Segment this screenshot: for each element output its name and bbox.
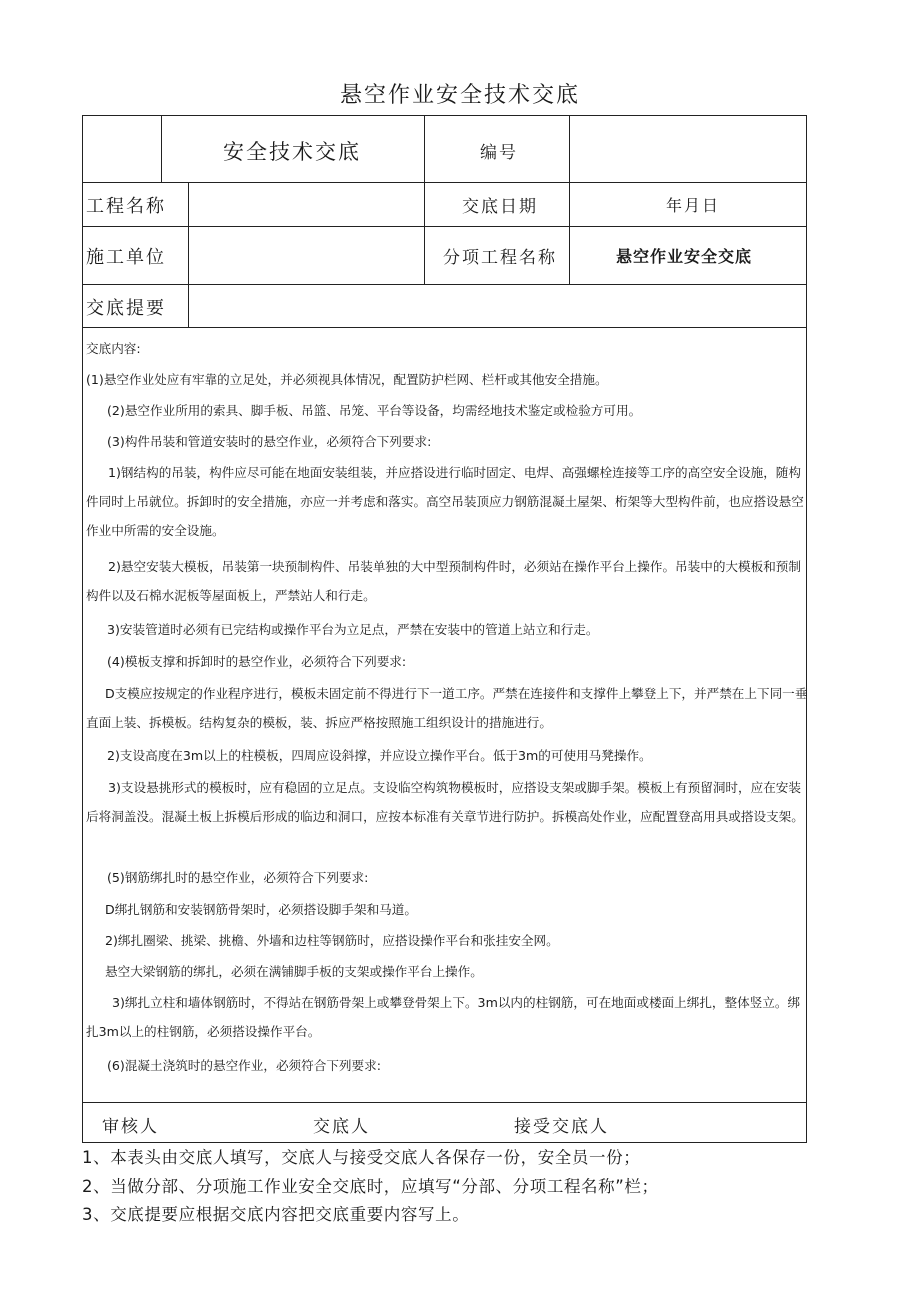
content-line: 悬空大梁钢筋的绑扎，必须在满铺脚手板的支架或操作平台上操作。 [105,964,483,979]
disclosure-table [82,115,807,1143]
content-line: (1)悬空作业处应有牢靠的立足处，并必须视具体情况，配置防护栏网、栏杆或其他安全措施。 [86,372,608,387]
doc-type-label: 安全技术交底 [223,140,361,164]
date-label: 交底日期 [462,197,538,217]
project-name-label: 工程名称 [86,196,166,217]
row-divider [83,284,806,285]
document-title: 悬空作业安全技术交底 [339,83,580,108]
col-divider [569,116,570,284]
footnote: 2、当做分部、分项施工作业安全交底时，应填写“分部、分项工程名称”栏； [82,1176,659,1196]
content-line: 2)绑扎圈梁、挑梁、挑檐、外墙和边柱等钢筋时，应搭设操作平台和张挂安全网。 [105,933,559,948]
content-line: (3)构件吊装和管道安装时的悬空作业，必须符合下列要求: [107,434,432,449]
construction-unit-label: 施工单位 [86,247,166,268]
content-line: 3)支设悬挑形式的模板时，应有稳固的立足点。支设临空构筑物模板时，应搭设支架或脚手架。模板上有预留洞时，应在安装后将洞盖没。混凝土板上拆模后形成的临边和洞口，应按本标准有关章节进行防护。拆模高处作业，应配置登高用具或搭设支架。 [86,780,804,824]
content-line: D支模应按规定的作业程序进行，模板未固定前不得进行下一道工序。严禁在连接件和支撑件上攀登上下，并严禁在上下同一垂直面上装、拆模板。结构复杂的模板，装、拆应严格按照施工组织设计的措施进行。 [86,686,808,730]
sub-project-label: 分项工程名称 [443,248,557,268]
row-divider [83,327,806,328]
content-line: 3)安装管道时必须有已完结构或操作平台为立足点，严禁在安装中的管道上站立和行走。 [107,622,599,637]
content-line: (2)悬空作业所用的索具、脚手板、吊篮、吊笼、平台等设备，均需经地技术鉴定或检验方可用。 [107,403,642,418]
summary-label: 交底提要 [86,298,166,319]
row-divider [83,182,806,183]
content-line: 2)悬空安装大模板，吊装第一块预制构件、吊装单独的大中型预制构件时，必须站在操作平台上操作。吊装中的大模板和预制构件以及石棉水泥板等屋面板上，严禁站人和行走。 [86,559,801,603]
content-line: (4)模板支撑和拆卸时的悬空作业，必须符合下列要求: [107,654,407,669]
content-line: 3)绑扎立柱和墙体钢筋时，不得站在钢筋骨架上或攀登骨架上下。3m以内的柱钢筋，可在地面或楼面上绑扎，整体竖立。绑扎3m以上的柱钢筋，必须搭设操作平台。 [86,995,801,1039]
footnote: 1、本表头由交底人填写，交底人与接受交底人各保存一份，安全员一份； [82,1148,641,1167]
content-line: (5)钢筋绑扎时的悬空作业，必须符合下列要求: [107,870,369,885]
row-divider [83,226,806,227]
date-value: 年月日 [666,196,721,215]
footnote: 3、交底提要应根据交底内容把交底重要内容写上。 [82,1205,470,1224]
disclosure-content [83,334,808,1104]
discloser-label: 交底人 [313,1117,370,1137]
col-divider [424,116,425,284]
content-line: (6)混凝土浇筑时的悬空作业，必须符合下列要求: [107,1058,381,1073]
content-line: 1)钢结构的吊装，构件应尽可能在地面安装组装，并应搭设进行临时固定、电焊、高强螺栓连接等工序的高空安全设施，随构件同时上吊就位。拆卸时的安全措施，亦应一并考虑和落实。高空吊装顶应力钢筋混凝土屋架、桁架等大型构件前，也应搭设悬空作业中所需的安全设施。 [86,465,804,538]
receiver-label: 接受交底人 [514,1117,609,1137]
reviewer-label: 审核人 [102,1117,159,1137]
footnotes [82,1144,842,1230]
col-divider [188,182,189,327]
col-divider [161,116,162,182]
sub-project-value: 悬空作业安全交底 [616,247,753,266]
content-line: 2)支设高度在3m以上的柱模板，四周应设斜撑，并应设立操作平台。低于3m的可使用马凳操作。 [107,748,652,763]
content-line: D绑扎钢筋和安装钢筋骨架时，必须搭设脚手架和马道。 [105,902,417,917]
content-line: 交底内容: [86,341,141,356]
number-label: 编号 [480,143,518,163]
